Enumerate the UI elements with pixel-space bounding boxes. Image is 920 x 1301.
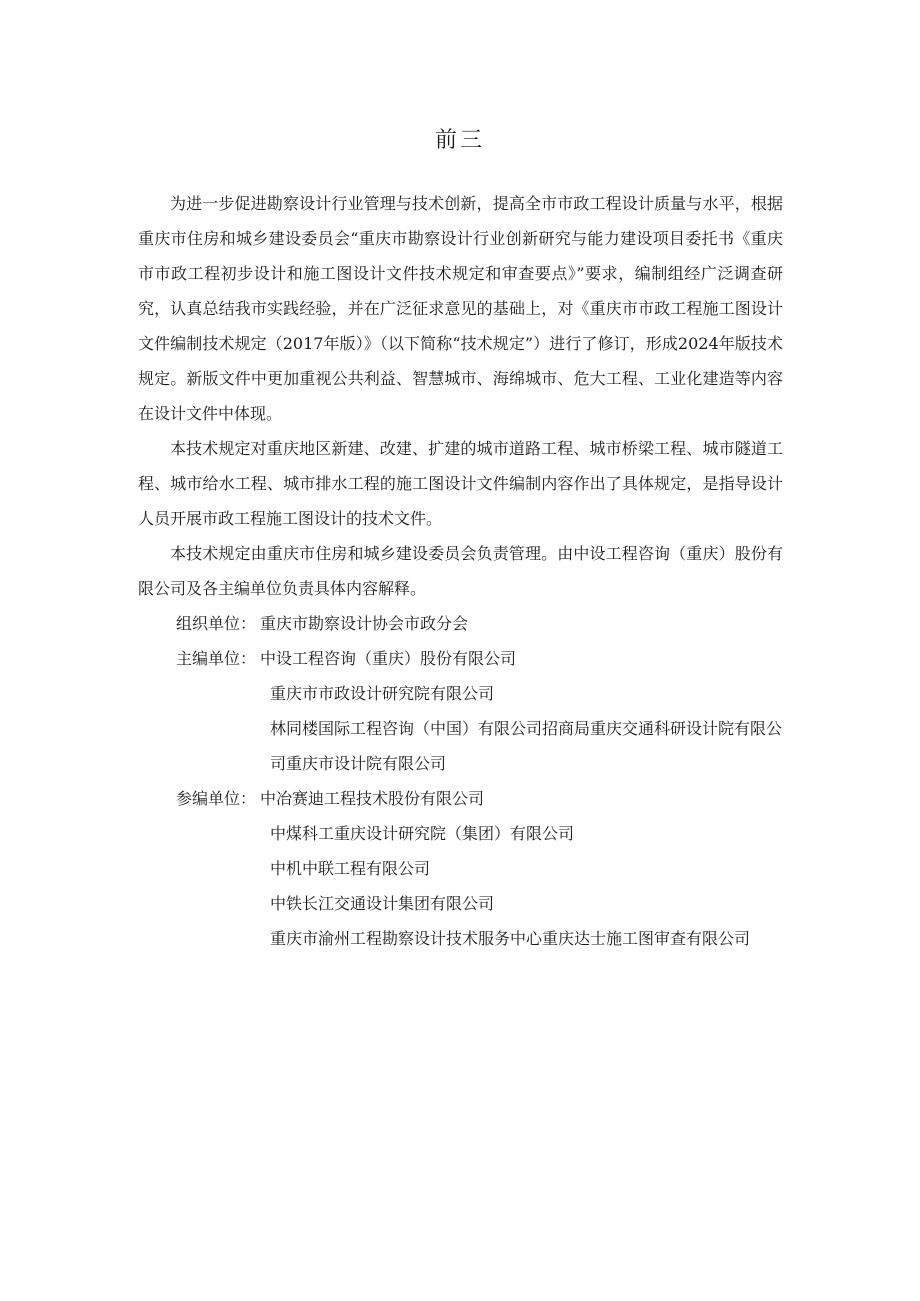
participant-item: 中铁长江交通设计集团有限公司 [270, 894, 495, 913]
document-body [138, 186, 783, 956]
paragraph-intro: 为进一步促进勘察设计行业管理与技术创新，提高全市市政工程设计质量与水平，根据重庆市住房和城乡建设委员会“重庆市勘察设计行业创新研究与能力建设项目委托书《重庆市市政工程初步设计和施工图设计文件技术规定和审查要点》”要求，编制组经广泛调查研究，认真总结我市实践经验，并在广泛征求意见的基础上，对《重庆市市政工程施工图设计文件编制技术规定（2017年版）》（以下简称“技术规定”）进行了修订，形成2024年版技术规定。新版文件中更加重视公共利益、智慧城市、海绵城市、危大工程、工业化建造等内容在设计文件中体现。 [138, 194, 783, 423]
paragraph-management: 本技术规定由重庆市住房和城乡建设委员会负责管理。由中设工程咨询（重庆）股份有限公司及各主编单位负责具体内容解释。 [138, 544, 783, 598]
participant-row [138, 781, 783, 816]
participant-item: 中机中联工程有限公司 [270, 859, 431, 878]
participant-first: 中冶赛迪工程技术股份有限公司 [260, 789, 485, 808]
organizer-row [138, 606, 783, 641]
organizer-value: 重庆市勘察设计协会市政分会 [260, 614, 469, 633]
chief-editor-item: 重庆市市政设计研究院有限公司 [270, 684, 495, 703]
paragraph-scope: 本技术规定对重庆地区新建、改建、扩建的城市道路工程、城市桥梁工程、城市隧道工程、城市给水工程、城市排水工程的施工图设计文件编制内容作出了具体规定，是指导设计人员开展市政工程施工图设计的技术文件。 [138, 439, 783, 528]
chief-editor-item: 林同楼国际工程咨询（中国）有限公司招商局重庆交通科研设计院有限公司重庆市设计院有限公司 [270, 719, 783, 773]
chief-editor-row [138, 641, 783, 676]
participant-label: 参编单位： [176, 789, 257, 808]
chief-editor-label: 主编单位： [176, 649, 257, 668]
organizer-label: 组织单位： [176, 614, 257, 633]
page-title: 前三 [434, 128, 485, 153]
participant-item: 中煤科工重庆设计研究院（集团）有限公司 [270, 824, 575, 843]
participant-item: 重庆市渝州工程勘察设计技术服务中心重庆达士施工图审查有限公司 [270, 929, 751, 948]
chief-editor-first: 中设工程咨询（重庆）股份有限公司 [260, 649, 517, 668]
